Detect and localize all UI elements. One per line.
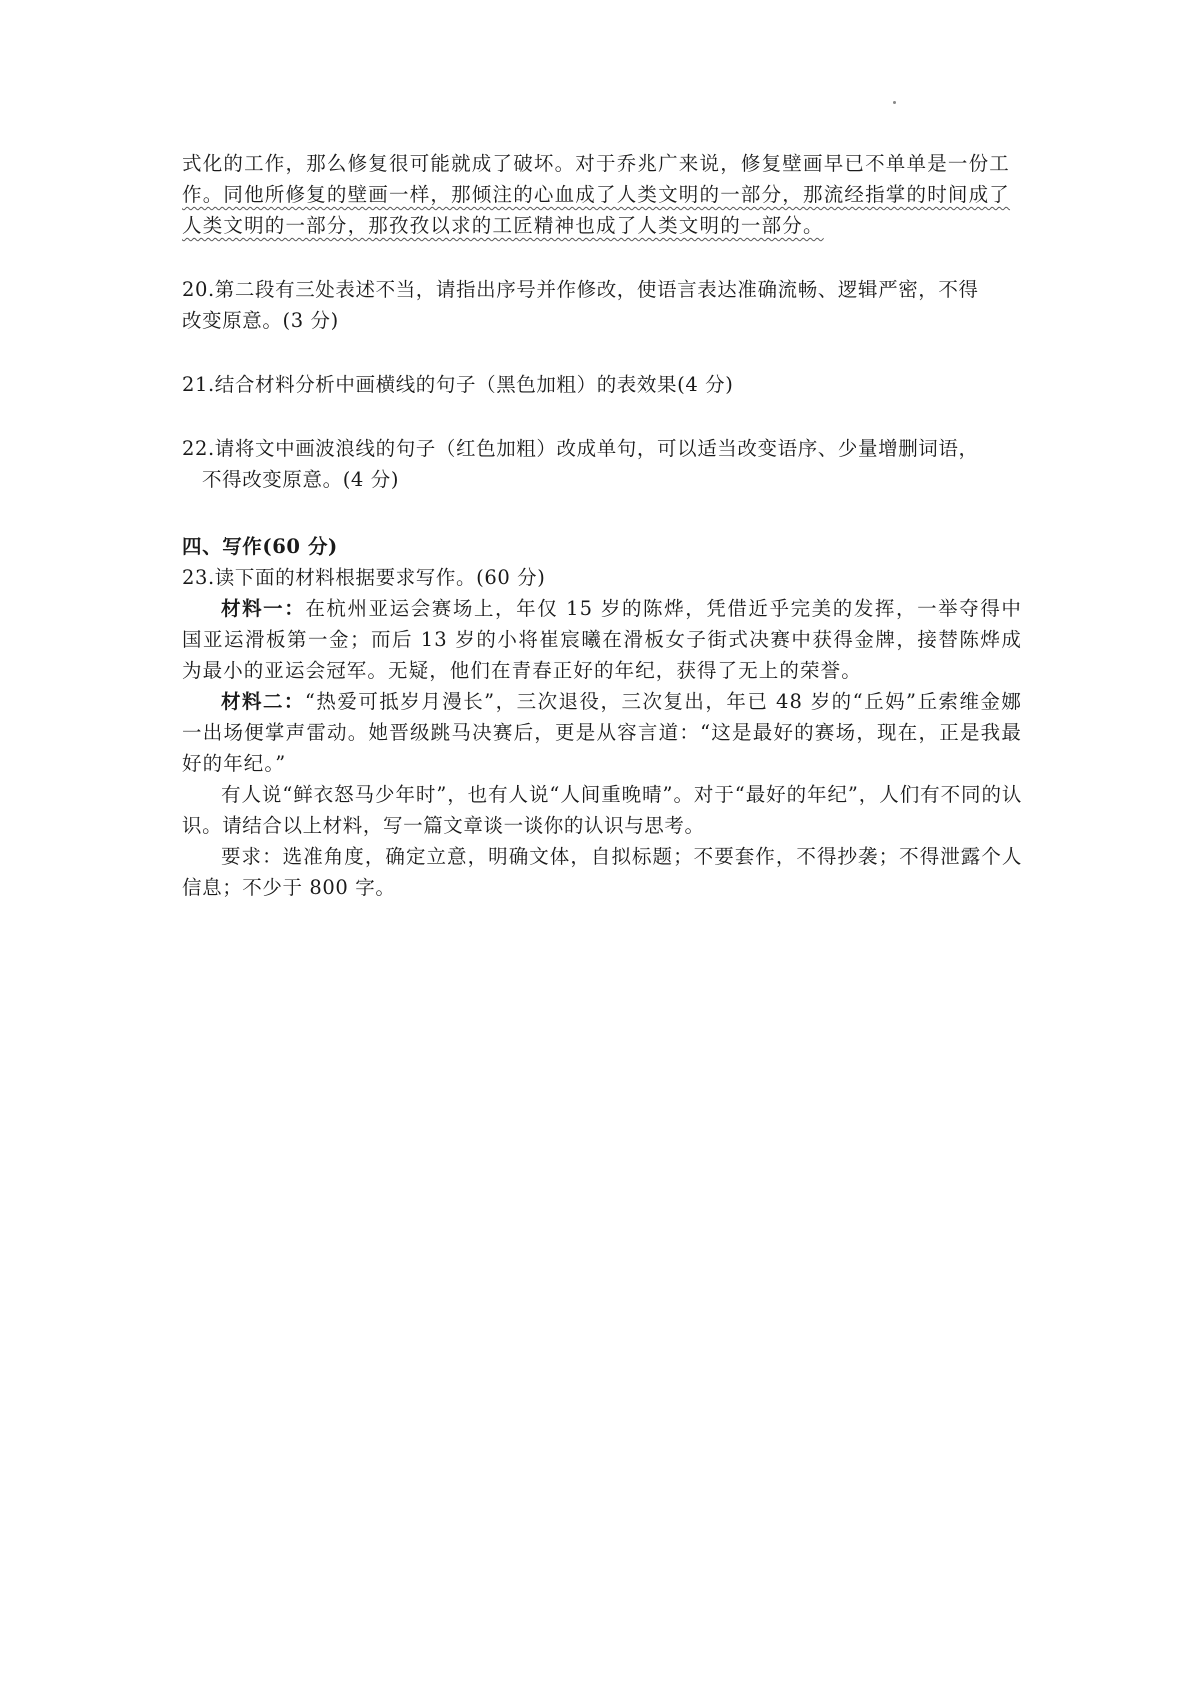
material-2-text: “热爱可抵岁月漫长”，三次退役，三次复出，年已 48 岁的“丘妈”丘索维金娜一出场便掌声雷动。她晋级跳马决赛后，更是从容言道：“这是最好的赛场，现在，正是我最好的年纪。” <box>182 690 1023 775</box>
question-20-line-1: 20.第二段有三处表述不当，请指出序号并作修改，使语言表达准确流畅、逻辑严密，不得 <box>182 278 979 301</box>
question-23: 23.读下面的材料根据要求写作。(60 分) <box>182 566 546 589</box>
question-21-text: 21.结合材料分析中画横线的句子（黑色加粗）的表效果(4 分) <box>182 373 734 396</box>
wavy-underlined-sentence-part-1: 作。同他所修复的壁画一样，那倾注的心血成了人类文明的一部分，那流经指掌的时间成了 <box>182 183 1011 206</box>
material-1-label: 材料一： <box>221 597 306 620</box>
wavy-underlined-sentence-part-2: 人类文明的一部分，那孜孜以求的工匠精神也成了人类文明的一部分。 <box>182 214 824 237</box>
writing-prompt: 有人说“鲜衣怒马少年时”，也有人说“人间重晚晴”。对于“最好的年纪”，人们有不同的认识。请结合以上材料，写一篇文章谈一谈你的认识与思考。 <box>182 783 1022 837</box>
section-title-writing: 四、写作(60 分) <box>182 535 338 558</box>
scan-speck <box>893 101 896 104</box>
excerpt-line-3 <box>182 210 1022 241</box>
question-20-line-2: 改变原意。(3 分) <box>182 309 339 332</box>
question-21 <box>182 369 1022 400</box>
page-content <box>182 148 1022 903</box>
material-2-label: 材料二： <box>221 690 305 713</box>
excerpt-line-2 <box>182 179 1022 210</box>
excerpt-line-1: 式化的工作，那么修复很可能就成了破坏。对于乔兆广来说，修复壁画早已不单单是一份工 <box>182 152 1011 175</box>
passage-excerpt <box>182 148 1022 241</box>
material-1 <box>182 593 1022 686</box>
question-20 <box>182 274 1022 336</box>
writing-requirements: 要求：选准角度，确定立意，明确文体，自拟标题；不要套作，不得抄袭；不得泄露个人信息；不少于 800 字。 <box>182 845 1022 899</box>
question-22 <box>182 433 1022 495</box>
material-1-text: 在杭州亚运会赛场上，年仅 15 岁的陈烨，凭借近乎完美的发挥，一举夺得中国亚运滑板第一金；而后 13 岁的小将崔宸曦在滑板女子街式决赛中获得金牌，接替陈烨成为最小的亚运会冠军。无疑，他们在青春正好的年纪，获得了无上的荣誉。 <box>182 597 1022 682</box>
material-2 <box>182 686 1022 779</box>
question-22-line-2: 不得改变原意。(4 分) <box>202 468 400 491</box>
question-22-line-1: 22.请将文中画波浪线的句子（红色加粗）改成单句，可以适当改变语序、少量增删词语， <box>182 437 979 460</box>
